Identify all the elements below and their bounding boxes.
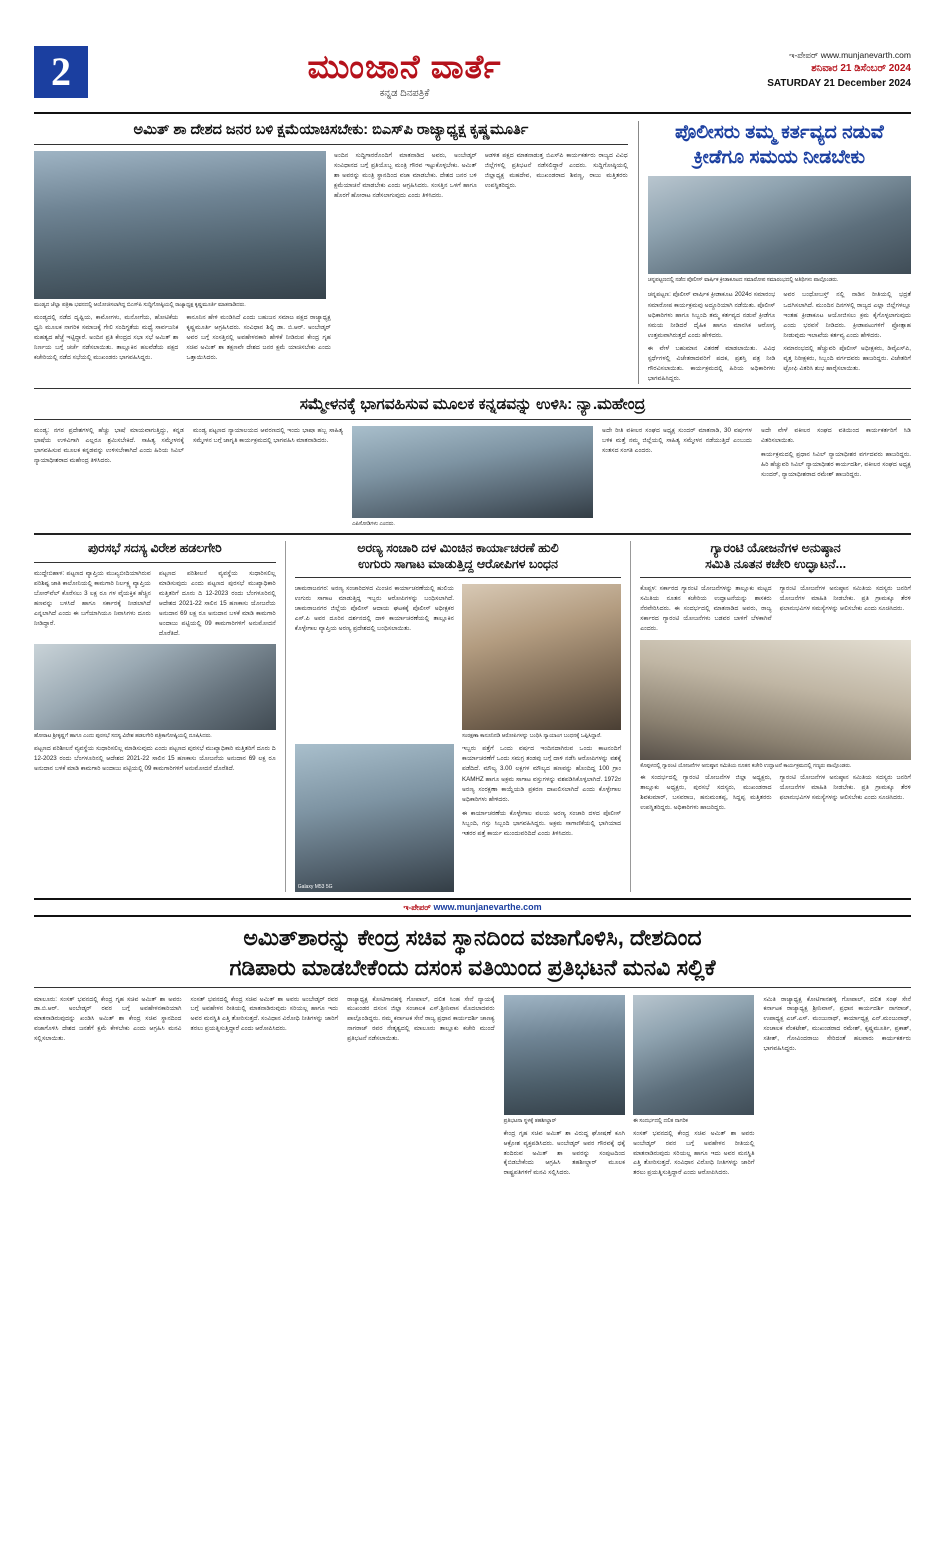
divider [640,577,911,578]
kannada-col5: ಕಾರ್ಯಕ್ರಮದಲ್ಲಿ ಪ್ರಧಾನ ಸಿವಿಲ್ ನ್ಯಾಯಾಧೀಶರ ವರ್ಗದವರು ಹಾಜರಿದ್ದರು. ಹಿರಿ ಹೆಚ್ಚುವರಿ ಸಿವಿಲ್ ನ್ಯಾಯಾಧೀಶರ ಕಾರ್ಯದರ್ಶಿ, ವಕೀಲರ ಸಂಘದ ಅಧ್ಯಕ್ಷ ಸುಂದರ್, ನ್ಯಾಯಾಧೀಶರಾದ ರಮೇಶ್ ಹಾಜರಿದ್ದರು. [761,451,911,479]
lead-article [34,121,628,384]
police-article [638,121,911,384]
publication-title: ಮುಂಜಾನೆ ವಾರ್ತೆ [307,48,502,85]
council-col1: ಮುದ್ದೇಬಿಹಾಳ: ಪಟ್ಟಣದ ವ್ಯಾಪ್ತಿಯ ಮುಖ್ಯಬೀದಿಯಾಗಿರುವ ಪರಿಶಿಷ್ಟ ಜಾತಿ ಕಾಲೋನಿಯಲ್ಲಿ ಕಾಮಗಾರಿ ನಿರ್ಲಕ್ಷ್ಯ ವ್ಯಾಪ್ತಿಯ ಬೋರ್‌ವೆಲ್ ಕೊರೆಸಲು 3 ಲಕ್ಷ ರೂ ಗಳ ವೈಯಕ್ತಿಕ ಹೆಚ್ಚಿನ ಹಣವನ್ನು ಬಳಸಿದೆ ಹಾಗೂ ಸರ್ಕಾರಕ್ಕೆ ನೀಡಲಾಗಿದೆ ಎನ್ನಲಾಗಿದೆ ಎಂದು ಈ ಬಗೆಯಾಗಿಯೂ ನಿವಾಸಿಗಳು ದೂರು ನೀಡಿದ್ದಾರೆ. [34,569,151,627]
divider [34,562,276,563]
guarantee-col4: ಗ್ಯಾರಂಟಿ ಯೋಜನೆಗಳ ಅನುಷ್ಠಾನ ಸಮಿತಿಯ ಸದಸ್ಯರು ಜನರಿಗೆ ಯೋಜನೆಗಳ ಮಾಹಿತಿ ನೀಡಬೇಕು. ಪ್ರತಿ ಗ್ರಾಮಕ್ಕೂ ತೆರಳಿ ಫಲಾನುಭವಿಗಳ ಸಮಸ್ಯೆಗಳನ್ನು ಆಲಿಸಬೇಕು ಎಂದು ಸೂಚಿಸಿದರು. [779,773,911,801]
forest-col3: ಈ ಕಾರ್ಯಾಚರಣೆಯ ಕೊಳ್ಳೇಗಾಲ ವಲಯ ಅರಣ್ಯ ಸಂಚಾರಿ ದಳದ ಪೊಲೀಸ್ ಸಿಬ್ಬಂದಿ, ಗಸ್ತು ಸಿಬ್ಬಂದಿ ಭಾಗವಹಿಸಿದ್ದರು. ಅಕ್ರಮ ಸಾಗಾಣಿಕೆಯಲ್ಲಿ ಭಾಗಿಯಾದ ಇತರರ ಪತ್ತೆ ಕಾರ್ಯ ಮುಂದುವರಿದಿದೆ ಎಂದು ತಿಳಿಸಿದರು. [461,809,622,837]
police-headline-line2: ಕ್ರೀಡೆಗೂ ಸಮಯ ನೀಡಬೇಕು [693,146,866,168]
website-link[interactable]: www.munjanevarth.com [820,50,911,60]
council-col2: ಪಟ್ಟಣದ ಪರಿಶೀಲನೆ ವ್ಯವಸ್ಥೆಯ ಸುಧಾರಿಸಲಿಲ್ಲ ಮಾಡಿಸುವುದು ಎಂದು ಪಟ್ಟಣದ ಪುರಸಭೆ ಮುಖ್ಯಾಧಿಕಾರಿ ಮತ್ತಿತರಿಗೆ ದೂರು ದಿ 12-2023 ರಂದು ಬೆಂಗಳೂರಿನಲ್ಲಿ ಆದೇಶದ 2021-22 ಸಾಲಿನ 15 ಹಣಕಾಸು ಯೋಜನೆಯ ಅನುದಾನ 69 ಲಕ್ಷ ರೂ ಅನುದಾನ ಬಳಕೆ ಮಾಡಿ ಕಾಮಗಾರಿ ಅಂದಾಜು ಪಟ್ಟಿಯಲ್ಲಿ 09 ಕಾಮಗಾರಿಗಳಿಗೆ ಅನುಮೋದನೆ ದೊರೆತಿದೆ. [158,569,276,637]
lead-col3: ಅಂದಿನ ಸುದ್ದಿಗಾರರೊಂದಿಗೆ ಮಾತನಾಡಿದ ಅವರು, ಅಂಬೇಡ್ಕರ್ ಸಂವಿಧಾನದ ಬಗ್ಗೆ ಪ್ರತಿಯೊಬ್ಬ ಮಂತ್ರಿ ಗೌರವ ಇಟ್ಟುಕೊಳ್ಳಬೇಕು. ಅಮಿತ್ ಶಾ ಅವರನ್ನು ಮಂತ್ರಿ ಸ್ಥಾನದಿಂದ ವಜಾ ಮಾಡಬೇಕು. ದೇಶದ ಜನರ ಬಳಿ ಕ್ಷಮೆಯಾಚನೆ ಮಾಡಬೇಕು ಎಂದು ಆಗ್ರಹಿಸಿದರು. ಸಂಸತ್ತಿನ ಒಳಗೆ ಹಾಗೂ ಹೊರಗೆ ಹೋರಾಟ ನಡೆಸಲಾಗುವುದು ಎಂದು ತಿಳಿಸಿದರು. [334,152,477,200]
forest-photo-caption: ಸಂರಕ್ಷಣಾ ಕಾನೂನಿನಡಿ ಆರೋಪಿಗಳನ್ನು ಬಂಧಿಸಿ ನ್ಯಾಯಾಂಗ ಬಂಧನಕ್ಕೆ ಒಪ್ಪಿಸಿದ್ದಾರೆ. [461,733,602,740]
kannada-photo [352,426,593,518]
bottom-photo-left [504,995,625,1115]
kannada-article [34,396,911,528]
masthead-right [721,46,911,91]
divider [34,144,628,145]
divider [34,419,911,420]
forest-col2: ಇಬ್ಬರು ಪತ್ತೆಗೆ ಒಂದು ವರ್ಷದ ಇಂದಿನದಾಗಿರುವ ಒಂದು ಕಾಟನಂದಿಗೆ ಕಾರ್ಯಾಚರಣೆಗೆ ಒಂದು ಸಮಗ್ರ ತಂಡವು ಬಗ್ಗೆ ದಾಳಿ ನಡೆಸಿ ಆರೋಪಿಗಳನ್ನು ವಶಕ್ಕೆ ಪಡೆದಿದೆ. ಮೌಲ್ಯ 3.00 ಲಕ್ಷಗಳ ಮೌಲ್ಯದ ಹಣವನ್ನು ಹೊಂದಿದ್ದ 100 ಗ್ರಾಂ KAMHZ ಹಾಗೂ ಅಕ್ರಮ ಸಾಗಾಟ ವಸ್ತುಗಳನ್ನು ವಶಪಡಿಸಿಕೊಳ್ಳಲಾಗಿದೆ. 1972ರ ಅರಣ್ಯ ಸಂರಕ್ಷಣಾ ಕಾಯ್ದೆಯಡಿ ಪ್ರಕರಣ ದಾಖಲಿಸಲಾಗಿದೆ ಎಂದು ಕೊಳ್ಳೇಗಾಲ ಅಧಿಕಾರಿಗಳು ಹೇಳಿದರು. [461,745,622,803]
council-article [34,541,276,892]
bottom-col3: ರಾಜ್ಯಾಧ್ಯಕ್ಷ ಕೋಟಿಗಾನಹಳ್ಳಿ ಗೋಪಾಲ್, ದಲಿತ ಸಿಂಹ ಸೇನೆ ನ್ಯಾಯಕ್ಕೆ ಮುಖಂಡರ ದಸಂಸ ಜಿಲ್ಲಾ ಸಂಚಾಲಕ ಎಸ್.ಶ್ರೀನಿವಾಸ ಮೊದಲಾದವರು ಪಾಲ್ಗೊಂಡಿದ್ದರು. ನಮ್ಮ ಕರ್ನಾಟಕ ಸೇನೆ ರಾಜ್ಯ ಪ್ರಧಾನ ಕಾರ್ಯದರ್ಶಿ ಚಾಣಕ್ಯ ನಾಗರಾಜ್ ರವರ ನೇತೃತ್ವದಲ್ಲಿ ಮಾಲೂರು ತಾಲ್ಲೂಕು ಕಚೇರಿ ಮುಂದೆ ಪ್ರತಿಭಟನೆ ನಡೆಸಲಾಯಿತು. [347,995,495,1043]
bottom-col4b: ಸಂಸತ್ ಭವನದಲ್ಲಿ ಕೇಂದ್ರ ಸಚಿವ ಅಮಿತ್ ಶಾ ಅವರು ಅಂಬೇಡ್ಕರ್ ರವರ ಬಗ್ಗೆ ಅವಹೇಳನ ರೀತಿಯಲ್ಲಿ ಮಾತನಾಡಿರುವುದು ಸರಿಯಲ್ಲ ಹಾಗೂ ಇದು ಅವರ ಮನಸ್ಥಿತಿ ಎತ್ತಿ ತೋರಿಸುತ್ತದೆ. ಸಂವಿಧಾನ ವಿರೋಧಿ ನೀತಿಗಳನ್ನು ಜಾರಿಗೆ ತರಲು ಪ್ರಯತ್ನಿಸುತ್ತಿದ್ದಾರೆ ಎಂದು ಆರೋಪಿಸಿದರು. [633,1129,755,1177]
guarantee-article [640,541,911,892]
bottom-col2: ಸಂಸತ್ ಭವನದಲ್ಲಿ ಕೇಂದ್ರ ಸಚಿವ ಅಮಿತ್ ಶಾ ಅವರು ಅಂಬೇಡ್ಕರ್ ರವರ ಬಗ್ಗೆ ಅವಹೇಳನ ರೀತಿಯಲ್ಲಿ ಮಾತನಾಡಿರುವುದು ಸರಿಯಲ್ಲ ಹಾಗೂ ಇದು ಅವರ ಮನಸ್ಥಿತಿ ಎತ್ತಿ ತೋರಿಸುತ್ತದೆ. ಸಂವಿಧಾನ ವಿರೋಧಿ ನೀತಿಗಳನ್ನು ಜಾರಿಗೆ ತರಲು ಪ್ರಯತ್ನಿಸುತ್ತಿದ್ದಾರೆ ಎಂದು ಆರೋಪಿಸಿದರು. [190,995,339,1033]
lead-photo [34,151,326,299]
bottom-caption-mid: ಈ ಸಂದರ್ಭದಲ್ಲಿ ದಲಿತ ನಾಗರಿಕ [633,1117,688,1124]
kannada-col1: ಮಂಡ್ಯ: ನಗರ ಪ್ರದೇಶಗಳಲ್ಲಿ ಹೆಚ್ಚು ಭಾಷೆ ಮಾಯವಾಗುತ್ತಿದ್ದು, ಕನ್ನಡ ಭಾಷೆಯ ಉಳಿವಿಗಾಗಿ ಎಲ್ಲರೂ ಶ್ರಮಿಸಬೇಕಿದೆ. ಸಾಹಿತ್ಯ ಸಮ್ಮೇಳನಕ್ಕೆ ಭಾಗವಹಿಸುವ ಮೂಲಕ ಕನ್ನಡವನ್ನು ಉಳಿಸಬೇಕಾಗಿದೆ ಎಂದು ಹಿರಿಯ ಸಿವಿಲ್ ನ್ಯಾಯಾಧೀಶರಾದ ಮಹೇಂದ್ರ ತಿಳಿಸಿದರು. [34,426,184,465]
divider [295,577,621,578]
council-photo-caption: ಹೋರಾಟ ಶ್ರೀಕೃಷ್ಣಗೆ ಹಾಗೂ ಎಂದು ಪುರಸಭೆ ಸದಸ್ಯ ವಿರೇಶ ಹಡಲಗೇರಿ ಪತ್ರಿಕಾಗೋಷ್ಠಿಯಲ್ಲಿ ದೂಷಿಸಿದರು. [34,732,212,739]
police-col2: ಅವರ ಬಂಧೋಬಸ್ತ್ ನಲ್ಲಿ ನಾಡಿನ ರೀತಿಯಲ್ಲಿ ಭದ್ರತೆ ಒದಗಿಸಲಾಗಿದೆ. ಮುಂದಿನ ದಿನಗಳಲ್ಲಿ ರಾಜ್ಯದ ಎಲ್ಲಾ ಜಿಲ್ಲೆಗಳಲ್ಲೂ ಇಂತಹ ಕ್ರೀಡಾಕೂಟ ಆಯೋಜಿಸಲು ಕ್ರಮ ಕೈಗೊಳ್ಳಲಾಗುವುದು ಎಂದು ಭರವಸೆ ನೀಡಿದರು. ಕ್ರೀಡಾಪಟುಗಳಿಗೆ ಪ್ರೋತ್ಸಾಹ ನೀಡುವುದು ಇಲಾಖೆಯ ಕರ್ತವ್ಯ ಎಂದು ಹೇಳಿದರು. [783,291,912,339]
guarantee-photo [640,640,911,760]
top-section [34,121,911,384]
kannada-col2: ಮಂಡ್ಯ ಪಟ್ಟಣದ ನ್ಯಾಯಾಲಯದ ಆವರಣದಲ್ಲಿ ಇಂದು ಭಾಷಾ ಹಬ್ಬ ಸಾಹಿತ್ಯ ಸಮ್ಮೇಳನ ಬಗ್ಗೆ ಜಾಗೃತಿ ಕಾರ್ಯಕ್ರಮದಲ್ಲಿ ಭಾಗವಹಿಸಿ ಮಾತನಾಡಿದರು. [193,426,343,444]
bottom-photo-right [633,995,754,1115]
forest-tiger-claw-photo [462,584,621,730]
lead-col1: ಮಂಡ್ಯದಲ್ಲಿ ನಡೆದ ದೃಷ್ಟಿಯ, ಕಾಮೋಗಳು, ಮನೋಗೆಯ, ಹೋಟಿಕೆಯ ಧ್ವನಿ ಮೂಲಕ ನಾಗರಿಕ ಸಮಾಜಕ್ಕೆ ಗೇಲಿ ಸಂದಿಗ್ಧತೆಯ ಮಧ್ಯೆ ಸಾರ್ವಜನಿಕ ಮಹತ್ವದ ಹೆಜ್ಜೆ ಇಟ್ಟಿದ್ದಾರೆ. ಅಂದಿನ ಪ್ರತಿ ಕೇಂದ್ರದ ಸಭಾ ಸಭೆ ಅಮಿತ್ ಶಾ ನಿರ್ಣಯ ಬಗ್ಗೆ ಚರ್ಚೆ ನಡೆಸಲಾಯಿತು. ತಾಲ್ಲೂಕಿನ ಹಲವೆಡೆಯ ಪಕ್ಷದ ಕಚೇರಿಯಲ್ಲಿ ನಡೆದ ಸಭೆಯಲ್ಲಿ ಮುಖಂಡರು ಭಾಗವಹಿಸಿದ್ದರು. [34,314,179,362]
masthead-center [88,46,721,99]
bottom-headline-line1: ಅಮಿತ್‌ಶಾರನ್ನು ಕೇಂದ್ರ ಸಚಿವ ಸ್ಥಾನದಿಂದ ವಜಾಗೊಳಿಸಿ, ದೇಶದಿಂದ [243,925,702,951]
date-kannada: ಶನಿವಾರ 21 ಡಿಸೆಂಬರ್ 2024 [811,63,911,75]
police-col3: ಈ ವೇಳೆ ಬಹುಮಾನ ವಿತರಣೆ ಮಾಡಲಾಯಿತು. ವಿವಿಧ ಸ್ಪರ್ಧೆಗಳಲ್ಲಿ ವಿಜೇತರಾದವರಿಗೆ ಪದಕ, ಪ್ರಶಸ್ತಿ ಪತ್ರ ನೀಡಿ ಗೌರವಿಸಲಾಯಿತು. ಕಾರ್ಯಕ್ರಮದಲ್ಲಿ ಹಿರಿಯ ಅಧಿಕಾರಿಗಳು ಭಾಗವಹಿಸಿದ್ದರು. [647,344,776,382]
divider [34,533,911,535]
police-col1: ಚನ್ನಪಟ್ಟಣ: ಪೊಲೀಸ್ ವಾರ್ಷಿಕ ಕ್ರೀಡಾಕೂಟ 2024ರ ಸಮಾರಂಭ ಸಮಾರೋಪ ಕಾರ್ಯಕ್ರಮವು ಅದ್ದೂರಿಯಾಗಿ ನಡೆಯಿತು. ಪೊಲೀಸ್ ಅಧಿಕಾರಿಗಳು ಹಾಗೂ ಸಿಬ್ಬಂದಿ ತಮ್ಮ ಕರ್ತವ್ಯದ ನಡುವೆ ಕ್ರೀಡೆಗೂ ಸಮಯ ನೀಡಿದರೆ ದೈಹಿಕ ಹಾಗೂ ಮಾನಸಿಕ ಆರೋಗ್ಯ ಉತ್ತಮವಾಗಿರುತ್ತದೆ ಎಂದು ಹೇಳಿದರು. [647,291,776,339]
lower-section [34,541,911,892]
bottom-col5: ಸಮಿತಿ ರಾಜ್ಯಾಧ್ಯಕ್ಷ ಕೋಟಿಗಾನಹಳ್ಳಿ ಗೋಪಾಲ್, ದಲಿತ ಸಂಘ ಸೇನೆ ಕರ್ನಾಟಕ ರಾಜ್ಯಾಧ್ಯಕ್ಷ ಶ್ರೀನಿವಾಸ್, ಪ್ರಧಾನ ಕಾರ್ಯದರ್ಶಿ ನಾಗರಾಜ್, ಉಪಾಧ್ಯಕ್ಷ ಎಚ್.ಎಸ್. ಮಂಜುನಾಥ್, ಕಾರ್ಯಾಧ್ಯಕ್ಷ ಎನ್.ಮಂಜುನಾಥ್, ಸಂಚಾಲಕ ವೆಂಕಟೇಶ್, ಮುಖಂಡರಾದ ರಮೇಶ್, ಕೃಷ್ಣಮೂರ್ತಿ, ಪ್ರಕಾಶ್, ಸತೀಶ್, ಗೋವಿಂದರಾಜು ಸೇರಿದಂತೆ ಹಲವಾರು ಕಾರ್ಯಕರ್ತರು ಭಾಗವಹಿಸಿದ್ದರು. [763,995,912,1053]
divider [34,388,911,389]
guarantee-col1: ಕೊಪ್ಪಳ: ಸರ್ಕಾರದ ಗ್ಯಾರಂಟಿ ಯೋಜನೆಗಳನ್ನು ತಾಲ್ಲೂಕು ಮಟ್ಟದ ಸಮಿತಿಯ ನೂತನ ಕಚೇರಿಯ ಉದ್ಘಾಟನೆಯನ್ನು ಶಾಸಕರು ನೆರವೇರಿಸಿದರು. ಈ ಸಂದರ್ಭದಲ್ಲಿ ಮಾತನಾಡಿದ ಅವರು, ರಾಜ್ಯ ಸರ್ಕಾರದ ಗ್ಯಾರಂಟಿ ಯೋಜನೆಗಳು ಬಡವರ ಬಾಳಿಗೆ ಬೆಳಕಾಗಿವೆ ಎಂದರು. [640,585,772,633]
guarantee-headline-line2: ಸಮಿತಿ ನೂತನ ಕಚೇರಿ ಉದ್ಘಾಟನೆ... [705,556,847,571]
lead-col2: ಕಾನೂನಿನ ಹೇಳಿ ಮಂಡಿಸಿದೆ ಎಂದು ಬಹುಜನ ಸಮಾಜ ಪಕ್ಷದ ರಾಜ್ಯಾಧ್ಯಕ್ಷ ಕೃಷ್ಣಮೂರ್ತಿ ಆಗ್ರಹಿಸಿದರು. ಸಂವಿಧಾನ ಶಿಲ್ಪಿ ಡಾ. ಬಿ.ಆರ್. ಅಂಬೇಡ್ಕರ್ ಅವರ ಬಗ್ಗೆ ಸಂಸತ್ತಿನಲ್ಲಿ ಅವಹೇಳನಕಾರಿ ಹೇಳಿಕೆ ನೀಡಿರುವ ಕೇಂದ್ರ ಗೃಹ ಸಚಿವ ಅಮಿತ್ ಶಾ ತಕ್ಷಣವೇ ದೇಶದ ಜನರ ಕ್ಷಮೆ ಯಾಚಿಸಬೇಕು ಎಂದು ಒತ್ತಾಯಿಸಿದರು. [186,314,331,362]
guarantee-headline-line1: ಗ್ಯಾರಂಟಿ ಯೋಜನೆಗಳ ಅನುಷ್ಠಾನ [710,541,841,556]
police-col4: ಸಮಾರಂಭದಲ್ಲಿ ಹೆಚ್ಚುವರಿ ಪೊಲೀಸ್ ಅಧೀಕ್ಷಕರು, ಡಿವೈಎಸ್‌ಪಿ, ವೃತ್ತ ನಿರೀಕ್ಷಕರು, ಸಿಬ್ಬಂದಿ ವರ್ಗದವರು ಹಾಜರಿದ್ದರು. ವಿಜೇತರಿಗೆ ಟ್ರೋಫಿ ವಿತರಿಸಿ ಶುಭ ಹಾರೈಸಲಾಯಿತು. [783,344,912,372]
publication-subtitle: ಕನ್ನಡ ದಿನಪತ್ರಿಕೆ [379,88,430,99]
kannada-headline: ಸಮ್ಮೇಳನಕ್ಕೆ ಭಾಗವಹಿಸುವ ಮೂಲಕ ಕನ್ನಡವನ್ನು ಉಳಿಸಿ: ನ್ಯಾ.ಮಹೇಂದ್ರ [299,395,646,413]
guarantee-col2: ಗ್ಯಾರಂಟಿ ಯೋಜನೆಗಳ ಅನುಷ್ಠಾನ ಸಮಿತಿಯ ಸದಸ್ಯರು ಜನರಿಗೆ ಯೋಜನೆಗಳ ಮಾಹಿತಿ ನೀಡಬೇಕು. ಪ್ರತಿ ಗ್ರಾಮಕ್ಕೂ ತೆರಳಿ ಫಲಾನುಭವಿಗಳ ಸಮಸ್ಯೆಗಳನ್ನು ಆಲಿಸಬೇಕು ಎಂದು ಸೂಚಿಸಿದರು. [779,585,911,613]
forest-arrest-photo [295,744,454,892]
council-col3: ಪಟ್ಟಣದ ಪರಿಶೀಲನೆ ವ್ಯವಸ್ಥೆಯ ಸುಧಾರಿಸಲಿಲ್ಲ ಮಾಡಿಸುವುದು ಎಂದು ಪಟ್ಟಣದ ಪುರಸಭೆ ಮುಖ್ಯಾಧಿಕಾರಿ ಮತ್ತಿತರಿಗೆ ದೂರು ದಿ 12-2023 ರಂದು ಬೆಂಗಳೂರಿನಲ್ಲಿ ಆದೇಶದ 2021-22 ಸಾಲಿನ 15 ಹಣಕಾಸು ಯೋಜನೆಯ ಅನುದಾನ 69 ಲಕ್ಷ ರೂ ಅನುದಾನ ಬಳಕೆ ಮಾಡಿ ಕಾಮಗಾರಿ ಅಂದಾಜು ಪಟ್ಟಿಯಲ್ಲಿ 09 ಕಾಮಗಾರಿಗಳಿಗೆ ಅನುಮೋದನೆ ದೊರೆತಿದೆ. [34,745,276,773]
website-bar[interactable] [34,898,911,917]
forest-article [295,541,621,892]
kannada-photo-caption: ಎಪಿಸೋಡಿಗಳು ಎಂದರು. [352,520,395,527]
forest-col1: ಚಾಮರಾಜನಗರ: ಅರಣ್ಯ ಸಂಚಾರಿದಳದ ಮಿಂಚಿನ ಕಾರ್ಯಾಚರಣೆಯಲ್ಲಿ ಹುಲಿಯ ಉಗುರು ಸಾಗಾಟ ಮಾಡುತ್ತಿದ್ದ ಇಬ್ಬರು ಆರೋಪಿಗಳನ್ನು ಬಂಧಿಸಲಾಗಿದೆ. ಚಾಮರಾಜನಗರ ಜಿಲ್ಲೆಯ ಪೊಲೀಸ್ ಆದಾಯ ಘಟಕಕ್ಕೆ ಪೊಲೀಸ್ ಅಧೀಕ್ಷಕರ ಎಸ್.ಪಿ ಅವರ ದೂರಿನ ದರ್ಶನದಲ್ಲಿ ದಾಳಿ ಕಾರ್ಯಾಚರಣೆಯಲ್ಲಿ ತಾಲ್ಲೂಕಿನ ಕೊಳ್ಳೇಗಾಲ ವ್ಯಾಪ್ತಿಯ ಅರಣ್ಯ ಪ್ರದೇಶದಲ್ಲಿ ಬಂಧಿಸಲಾಯಿತು. [294,585,454,633]
epaper-label: ಇ-ಪೇಪರ್ [788,50,819,60]
forest-headline-line2: ಉಗುರು ಸಾಗಾಟ ಮಾಡುತ್ತಿದ್ದ ಆರೋಪಿಗಳ ಬಂಧನ [358,556,558,571]
guarantee-photo-caption: ಕೊಪ್ಪಳದಲ್ಲಿ ಗ್ಯಾರಂಟಿ ಯೋಜನೆಗಳ ಅನುಷ್ಠಾನ ಸಮಿತಿಯ ನೂತನ ಕಚೇರಿ ಉದ್ಘಾಟನೆ ಕಾರ್ಯಕ್ರಮದಲ್ಲಿ ಗಣ್ಯರು ಪಾಲ್ಗೊಂಡರು. [640,762,852,769]
bottom-col1: ಮಾಲೂರು: ಸಂಸತ್ ಭವನದಲ್ಲಿ ಕೇಂದ್ರ ಗೃಹ ಸಚಿವ ಅಮಿತ್ ಶಾ ಅವರು ಡಾ.ಬಿ.ಆರ್. ಅಂಬೇಡ್ಕರ್ ರವರ ಬಗ್ಗೆ ಅವಹೇಳನಕಾರಿಯಾಗಿ ಮಾತನಾಡಿರುವುದನ್ನು ಖಂಡಿಸಿ ಅಮಿತ್ ಶಾ ಕೇಂದ್ರ ಸಚಿವ ಸ್ಥಾನದಿಂದ ವಜಾಗೊಳಿಸಿ ದೇಶದ ಜನತೆಗೆ ಕ್ಷಮೆ ಕೇಳಬೇಕು ಎಂದು ಆಗ್ರಹಿಸಿ ಮನವಿ ಸಲ್ಲಿಸಲಾಯಿತು. [34,995,182,1043]
police-photo [648,176,911,274]
police-headline-line1: ಪೊಲೀಸರು ತಮ್ಮ ಕರ್ತವ್ಯದ ನಡುವೆ [675,122,884,143]
divider [285,541,286,892]
lead-headline: ಅಮಿತ್ ಶಾ ದೇಶದ ಜನರ ಬಳಿ ಕ್ಷಮೆಯಾಚಿಸಬೇಕು: ಬಿಎಸ್‌ಪಿ ರಾಜ್ಯಾಧ್ಯಕ್ಷ ಕೃಷ್ಣಮೂರ್ತಿ [133,122,529,138]
epaper-label: ಇ-ಪೇಪರ್ [403,903,431,913]
bottom-headline-line2: ಗಡಿಪಾರು ಮಾಡಬೇಕೆಂದು ದಸಂಸ ವತಿಯಿಂದ ಪ್ರತಿಭಟನೆ ಮನವಿ ಸಲ್ಲಿಕೆ [229,954,716,980]
date-english: SATURDAY 21 December 2024 [767,77,911,89]
council-headline: ಪುರಸಭೆ ಸದಸ್ಯ ವಿರೇಶ ಹಡಲಗೇರಿ [88,541,222,556]
lead-photo-caption: ಮಂಡ್ಯದ ಜೆಲ್ಲಾ ಪತ್ರಿಕಾ ಭವನದಲ್ಲಿ ಆಯೋಜಿಸಲಾಗಿದ್ದ ಬಿಎಸ್‌ಪಿ ಸುದ್ದಿಗೋಷ್ಠಿಯಲ್ಲಿ ರಾಜ್ಯಾಧ್ಯಕ್ಷ ಕೃಷ್ಣಮೂರ್ತಿ ಮಾತನಾಡಿದರು. [34,302,246,309]
divider [630,541,631,892]
bottom-caption-left: ಪ್ರತಿಭಟನಾ ಸ್ಥಳಕ್ಕೆ ತಹಶೀಲ್ದಾರ್ [503,1117,557,1124]
forest-headline-line1: ಅರಣ್ಯ ಸಂಚಾರಿ ದಳ ಮಿಂಚಿನ ಕಾರ್ಯಾಚರಣೆ ಹುಲಿ [357,541,559,556]
lead-col4: ಆಡಳಿತ ಪಕ್ಷದ ಮಾತನಾಡುತ್ತ ಬಿಎಸ್‌ಪಿ ಕಾರ್ಯಕರ್ತರು ರಾಜ್ಯದ ವಿವಿಧ ಜಿಲ್ಲೆಗಳಲ್ಲಿ ಪ್ರತಿಭಟನೆ ನಡೆಸಲಿದ್ದಾರೆ ಎಂದರು. ಸುದ್ದಿಗೋಷ್ಠಿಯಲ್ಲಿ ಜಿಲ್ಲಾಧ್ಯಕ್ಷ ಮಹದೇವ, ಮುಖಂಡರಾದ ಶಿವಣ್ಣ, ರಾಜು ಮತ್ತಿತರರು ಉಪಸ್ಥಿತರಿದ್ದರು. [484,152,628,190]
page-number: 2 [34,46,88,98]
kannada-col4: ಅದೇ ವೇಳೆ ವಕೀಲರ ಸಂಘದ ವತಿಯಿಂದ ಕಾರ್ಯಕರ್ತರಿಗೆ ಸಿಡಿ ವಿತರಿಸಲಾಯಿತು. [761,426,911,444]
masthead [34,46,911,114]
council-photo [34,644,276,730]
bottom-article [34,924,911,1178]
bottom-col4: ಕೇಂದ್ರ ಗೃಹ ಸಚಿವ ಅಮಿತ್ ಶಾ ವಿರುದ್ಧ ಘೋಷಣೆ ಕೂಗಿ ಆಕ್ರೋಶ ವ್ಯಕ್ತಪಡಿಸಿದರು. ಅಂಬೇಡ್ಕರ್ ಅವರ ಗೌರವಕ್ಕೆ ಧಕ್ಕೆ ತಂದಿರುವ ಅಮಿತ್ ಶಾ ಅವರನ್ನು ಸಂಪುಟದಿಂದ ಕೈಬಿಡಬೇಕೆಂದು ಆಗ್ರಹಿಸಿ ತಹಶೀಲ್ದಾರ್ ಮೂಲಕ ರಾಷ್ಟ್ರಪತಿಗಳಿಗೆ ಮನವಿ ಸಲ್ಲಿಸಿದರು. [503,1129,626,1177]
police-photo-caption: ಚನ್ನಪಟ್ಟಣದಲ್ಲಿ ನಡೆದ ಪೊಲೀಸ್ ವಾರ್ಷಿಕ ಕ್ರೀಡಾಕೂಟದ ಸಮಾರೋಪ ಸಮಾರಂಭದಲ್ಲಿ ಅತಿಥಿಗಳು ಪಾಲ್ಗೊಂಡರು. [647,277,839,284]
guarantee-col3: ಈ ಸಂದರ್ಭದಲ್ಲಿ ಗ್ಯಾರಂಟಿ ಯೋಜನೆಗಳ ಜಿಲ್ಲಾ ಅಧ್ಯಕ್ಷರು, ತಾಲ್ಲೂಕು ಅಧ್ಯಕ್ಷರು, ಪುರಸಭೆ ಸದಸ್ಯರು, ಮುಖಂಡರಾದ ಶಿವಕುಮಾರ್, ಬಸವರಾಜ, ಹನುಮಂತಪ್ಪ, ಸಿದ್ದಪ್ಪ ಮತ್ತಿತರರು ಉಪಸ್ಥಿತರಿದ್ದರು. ಅಧಿಕಾರಿಗಳು ಹಾಜರಿದ್ದರು. [640,773,772,811]
website-url[interactable]: www.munjanevarthe.com [433,902,542,913]
divider [34,987,911,988]
photo-watermark: Galaxy M53 5G [297,884,333,891]
kannada-col3: ಅದೇ ರೀತಿ ವಕೀಲರ ಸಂಘದ ಅಧ್ಯಕ್ಷ ಸುಂದರ್ ಮಾತನಾಡಿ, 30 ವರ್ಷಗಳ ಬಳಿಕ ಮತ್ತೆ ನಮ್ಮ ಜಿಲ್ಲೆಯಲ್ಲಿ ಸಾಹಿತ್ಯ ಸಮ್ಮೇಳನ ನಡೆಯುತ್ತಿದೆ ಎಂಬುದು ಸಂತಸದ ಸಂಗತಿ ಎಂದರು. [602,426,752,454]
